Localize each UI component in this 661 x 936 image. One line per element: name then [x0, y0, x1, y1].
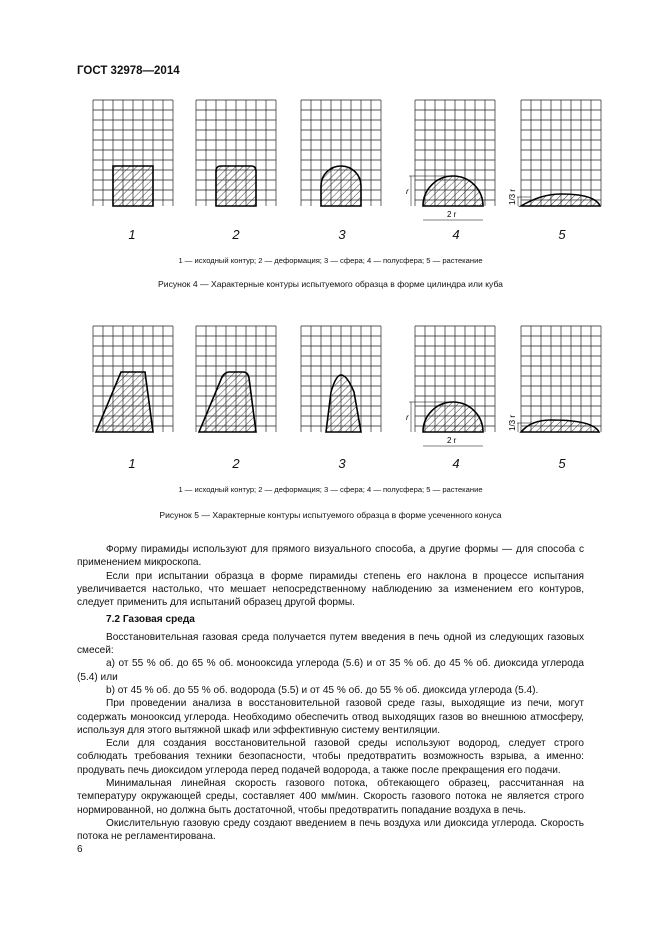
paragraph-gas-flow-rate: Минимальная линейная скорость газового потока, обтекающего образец, рассчитанная на температуру окружающей среды, составляет 400 мм/мин. Скорость газового потока не является строго нормированной, но должна быть достаточной, чтобы предотвратить попадание воздуха в печь. — [77, 778, 584, 816]
figure5-contour-5 — [521, 420, 599, 432]
figure-5-number-5: 5 — [558, 456, 566, 471]
figure4-label-r: r — [406, 187, 409, 196]
figure-5 — [0, 324, 661, 539]
figure4-panel-1 — [93, 100, 173, 206]
figure5-label-2r: 2 r — [447, 436, 457, 445]
figure5-contour-4 — [423, 402, 483, 432]
figure4-panel-5 — [508, 100, 601, 206]
figure4-contour-5 — [521, 194, 600, 206]
figure4-contour-2 — [216, 166, 256, 206]
figure5-contour-1 — [96, 372, 153, 432]
figure-5-number-1: 1 — [128, 456, 136, 471]
figure-4-legend: 1 — исходный контур; 2 — деформация; 3 — сфера; 4 — полусфера; 5 — растекание — [178, 256, 483, 265]
list-item-a: a) от 55 % об. до 65 % об. монооксида углерода (5.6) и от 35 % об. до 45 % об. диоксида углерода (5.4) или — [77, 658, 584, 683]
figure4-panel-4 — [406, 100, 495, 220]
figure4-contour-4 — [423, 176, 483, 206]
figure-5-number-2: 2 — [232, 456, 240, 471]
figure5-label-r: r — [406, 413, 409, 422]
figure-5-drawings — [0, 324, 661, 539]
figure-4-number-4: 4 — [452, 227, 460, 242]
figure-4-number-1: 1 — [128, 227, 136, 242]
figure5-panel-3 — [301, 326, 381, 432]
figure4-contour-1 — [113, 166, 153, 206]
paragraph-exhaust: При проведении анализа в восстановительной газовой среде газы, выходящие из печи, могут содержать монооксид углерода. Необходимо обеспечить отвод выходящих газов во внешнюю атмосферу, используя для этого вытяжной шкаф или эффективную систему вентиляции. — [77, 698, 584, 736]
figure4-panel-2 — [196, 100, 276, 206]
figure5-contour-2 — [199, 372, 256, 432]
figure5-panel-2 — [196, 326, 276, 432]
figure4-label-2r: 2 r — [447, 210, 457, 219]
page-number: 6 — [77, 844, 83, 855]
figure5-label-third-r: 1/3 r — [508, 414, 517, 431]
figure-5-caption: Рисунок 5 — Характерные контуры испытуемого образца в форме усеченного конуса — [159, 510, 502, 520]
figure-5-number-4: 4 — [452, 456, 460, 471]
paragraph-oxidizing-atmosphere: Окислительную газовую среду создают введением в печь воздуха или диоксида углерода. Скорость потока не регламентирована. — [77, 817, 584, 843]
paragraph-pyramid-tilt: Если при испытании образца в форме пирамиды степень его наклона в процессе испытания увеличивается настолько, что мешает непосредственному наблюдению за изменением его контуров, следует применить для испытаний образец другой формы. — [77, 570, 584, 609]
section-heading-7-2: 7.2 Газовая среда — [106, 614, 195, 626]
figure-4-number-5: 5 — [558, 227, 566, 242]
figure-5-number-3: 3 — [338, 456, 346, 471]
paragraph-reducing-atmosphere: Восстановительная газовая среда получается путем введения в печь одной из следующих газовых смесей: — [77, 631, 584, 657]
figure4-contour-3 — [321, 166, 361, 206]
figure-4-number-3: 3 — [338, 227, 346, 242]
figure4-panel-3 — [301, 100, 381, 206]
figure5-panel-1 — [93, 326, 173, 432]
paragraph-hydrogen-safety: Если для создания восстановительной газовой среды используют водород, следует строго соблюдать требования техники безопасности, чтобы предотвратить возможность взрыва, а именно: продувать печь диоксидом углерода перед подачей водорода, а также после прекращения его подачи. — [77, 738, 584, 776]
figure-5-legend: 1 — исходный контур; 2 — деформация; 3 — сфера; 4 — полусфера; 5 — растекание — [178, 485, 483, 494]
figure-4-caption: Рисунок 4 — Характерные контуры испытуемого образца в форме цилиндра или куба — [158, 279, 503, 289]
body-text — [77, 543, 584, 844]
figure4-label-third-r: 1/3 r — [508, 188, 517, 205]
figure5-panel-5 — [508, 326, 601, 432]
figure-4-number-2: 2 — [232, 227, 240, 242]
list-item-b: b) от 45 % об. до 55 % об. водорода (5.5) и от 45 % об. до 55 % об. диоксида углерода (5.4). — [106, 684, 539, 696]
paragraph-pyramid-form: Форму пирамиды используют для прямого визуального способа, а другие формы — для способа с применением микроскопа. — [77, 544, 584, 569]
document-header: ГОСТ 32978—2014 — [77, 65, 180, 77]
figure5-panel-4 — [406, 326, 495, 446]
